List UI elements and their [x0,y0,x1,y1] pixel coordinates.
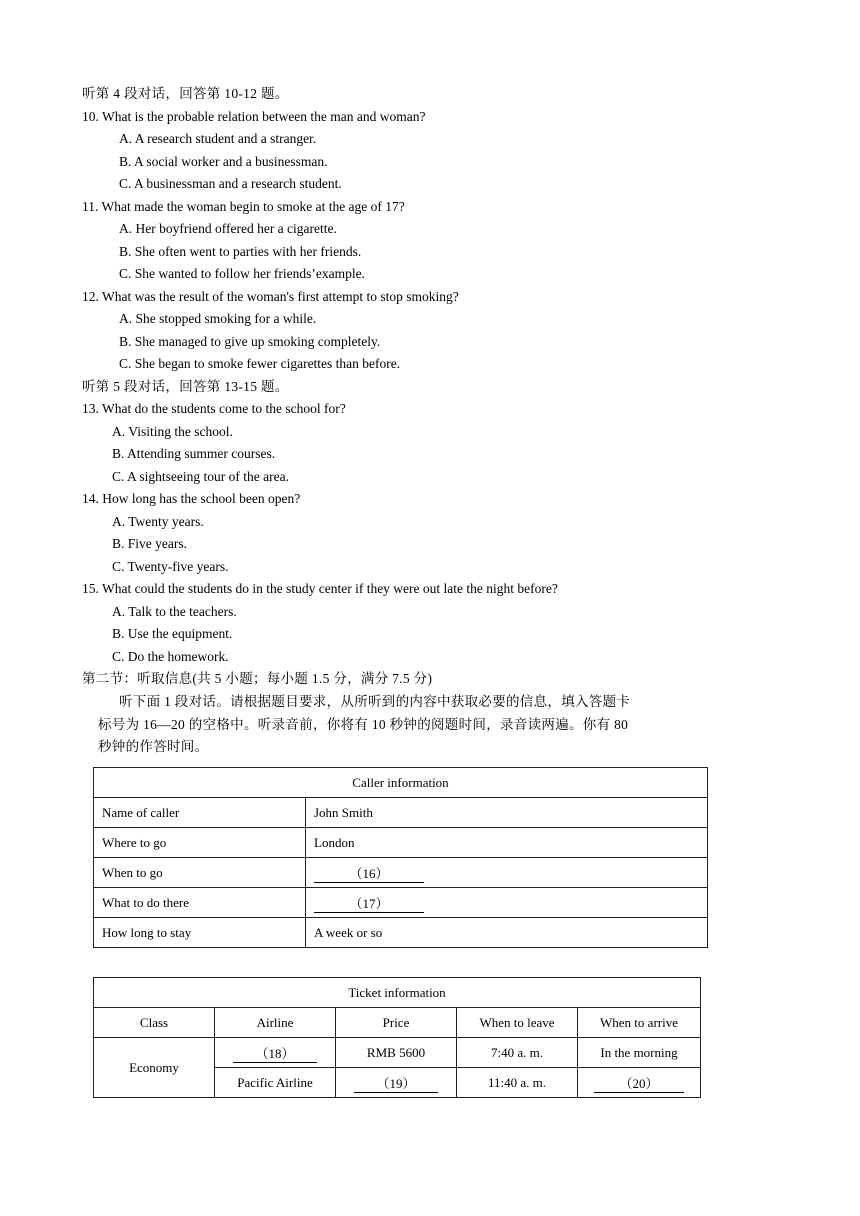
table-row [94,918,708,948]
option-11c: C. She wanted to follow her friends’example. [119,266,365,281]
answer-blank-16[interactable]: （16） [314,863,424,883]
row-label: When to go [94,858,306,888]
column-header-arrive: When to arrive [578,1008,701,1038]
section-heading-dialog5: 听第 5 段对话，回答第 13-15 题。 [82,379,289,394]
column-header-class: Class [94,1008,215,1038]
row-label: Where to go [94,828,306,858]
row-value: John Smith [306,798,708,828]
option-13b: B. Attending summer courses. [112,446,276,461]
table-row [94,1038,701,1068]
option-15b: B. Use the equipment. [112,626,233,641]
option-10a: A. A research student and a stranger. [119,131,317,146]
option-13a: A. Visiting the school. [112,424,233,439]
answer-blank-18[interactable]: （18） [233,1043,317,1063]
caller-information-table [93,767,708,948]
option-11b: B. She often went to parties with her friends. [119,244,362,259]
option-10c: C. A businessman and a research student. [119,176,342,191]
option-12b: B. She managed to give up smoking completely. [119,334,381,349]
table-row [94,828,708,858]
column-header-leave: When to leave [457,1008,578,1038]
option-14c: C. Twenty-five years. [112,559,229,574]
option-15c: C. Do the homework. [112,649,229,664]
leave-time: 7:40 a. m. [457,1038,578,1068]
answer-blank-20[interactable]: （20） [594,1073,684,1093]
section2-title: 第二节：听取信息(共 5 小题；每小题 1.5 分，满分 7.5 分) [82,671,433,686]
question-14: 14. How long has the school been open? [82,491,301,506]
option-11a: A. Her boyfriend offered her a cigarette. [119,221,337,236]
option-13c: C. A sightseeing tour of the area. [112,469,289,484]
row-label: What to do there [94,888,306,918]
table-header-row [94,1008,701,1038]
section2-instruction-line3: 秒钟的作答时间。 [98,739,209,754]
option-10b: B. A social worker and a businessman. [119,154,328,169]
ticket-table-header: Ticket information [94,978,701,1008]
row-label: How long to stay [94,918,306,948]
option-12a: A. She stopped smoking for a while. [119,311,317,326]
question-13: 13. What do the students come to the school for? [82,401,346,416]
option-14b: B. Five years. [112,536,187,551]
class-value: Economy [94,1038,215,1098]
leave-time: 11:40 a. m. [457,1068,578,1098]
table-row [94,798,708,828]
section-heading-dialog4: 听第 4 段对话，回答第 10-12 题。 [82,86,289,101]
price-value: RMB 5600 [336,1038,457,1068]
arrive-time: In the morning [578,1038,701,1068]
table-row [94,888,708,918]
answer-blank-17[interactable]: （17） [314,893,424,913]
answer-blank-19[interactable]: （19） [354,1073,438,1093]
table-row [94,858,708,888]
column-header-price: Price [336,1008,457,1038]
ticket-information-table [93,977,701,1098]
question-12: 12. What was the result of the woman's first attempt to stop smoking? [82,289,459,304]
column-header-airline: Airline [215,1008,336,1038]
question-15: 15. What could the students do in the study center if they were out late the night before? [82,581,558,596]
question-11: 11. What made the woman begin to smoke at the age of 17? [82,199,405,214]
question-10: 10. What is the probable relation between the man and woman? [82,109,426,124]
section2-instruction-line1: 听下面 1 段对话。请根据题目要求，从所听到的内容中获取必要的信息，填入答题卡 [119,694,631,709]
caller-table-header: Caller information [94,768,708,798]
row-value: London [306,828,708,858]
option-15a: A. Talk to the teachers. [112,604,237,619]
row-label: Name of caller [94,798,306,828]
option-12c: C. She began to smoke fewer cigarettes than before. [119,356,401,371]
row-value: A week or so [306,918,708,948]
airline-value: Pacific Airline [215,1068,336,1098]
section2-instruction-line2: 标号为 16—20 的空格中。听录音前，你将有 10 秒钟的阅题时间，录音读两遍。你有 80 [98,717,629,732]
option-14a: A. Twenty years. [112,514,204,529]
